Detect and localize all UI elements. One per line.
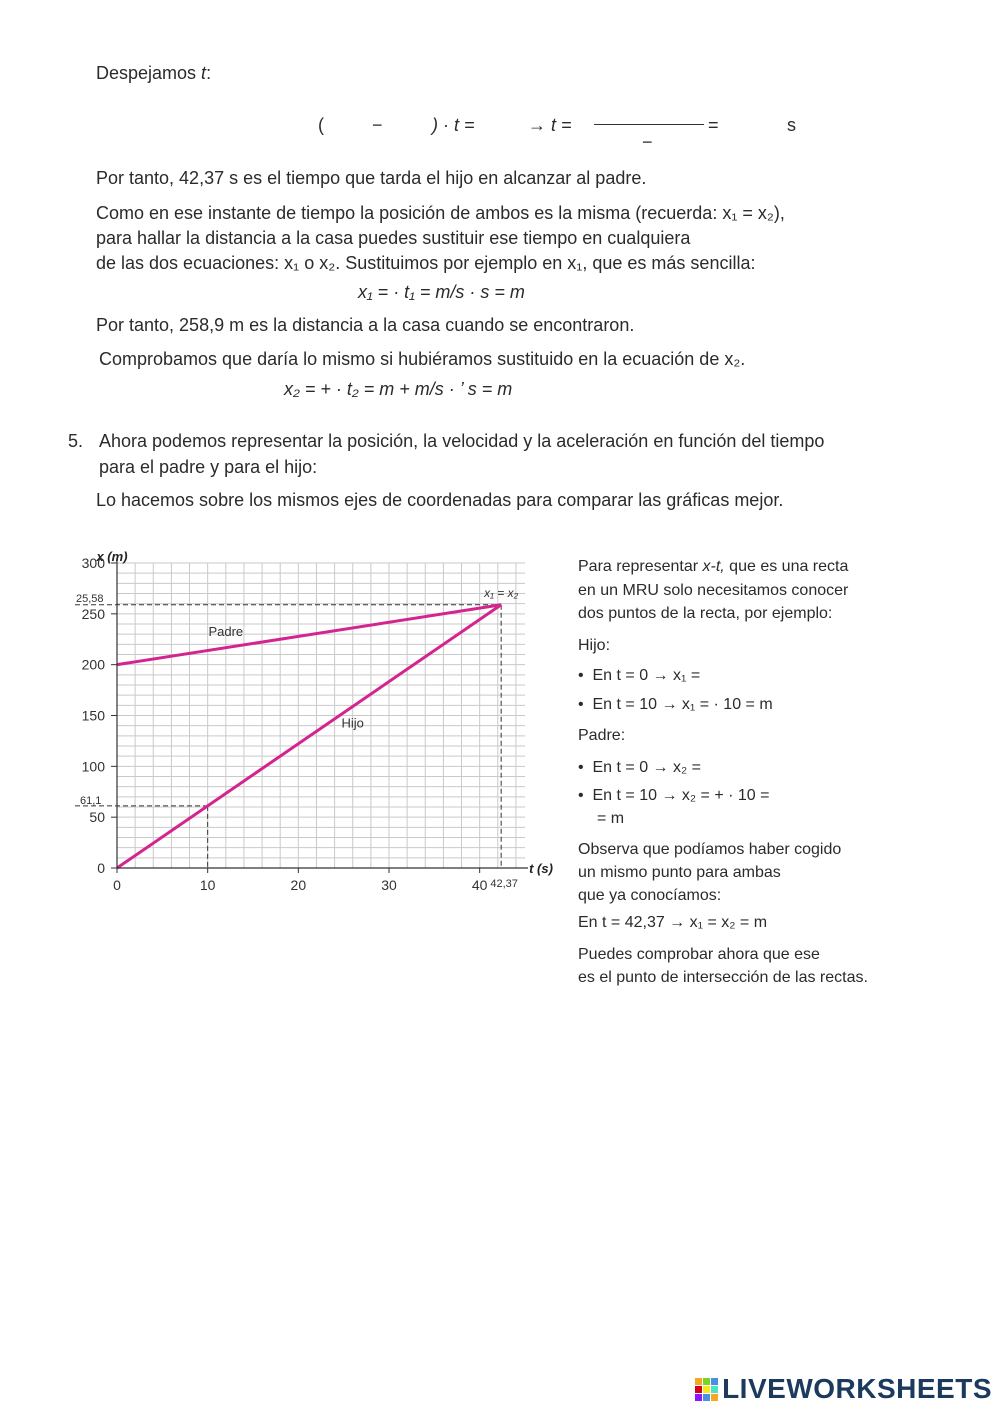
eq-x2: x₂ = + · t₂ = m + m/s · ’ s = m — [284, 379, 513, 399]
obs-eq: En t = 42,37 → x₁ = x₂ = m — [578, 914, 768, 931]
explain-p1-l3: dos puntos de la recta, por ejemplo: — [578, 605, 833, 622]
explain-p1-l1-b: que es una recta — [724, 558, 849, 575]
obs-l1: Observa que podíamos haber cogido — [578, 841, 842, 858]
hijo-bullet-2: • En t = 10 → x₁ = · 10 = m — [578, 696, 773, 713]
line-como-1: Como en ese instante de tiempo la posición de ambos es la misma (recuerda: x₁ = x₂), — [96, 203, 785, 223]
fraction-line — [594, 124, 704, 125]
y-tick-label: 200 — [81, 656, 105, 673]
line-como-3: de las dos ecuaciones: x₁ o x₂. Sustituimos por ejemplo en x₁, que es más sencilla: — [96, 253, 756, 273]
x-tick-label: 40 — [471, 877, 488, 893]
despejamos-colon: : — [206, 63, 212, 83]
section-number: 5. — [68, 431, 84, 451]
eq-open-paren: ( — [318, 115, 324, 135]
explain-p1-l1 — [578, 557, 848, 577]
eq-x1: x₁ = · t₁ = m/s · s = m — [358, 282, 525, 302]
final-l2: es el punto de intersección de las rectas. — [578, 969, 868, 986]
series-label-padre: Padre — [208, 624, 244, 640]
eq-minus: − — [372, 115, 383, 135]
liveworksheets-logo[interactable] — [695, 1373, 992, 1405]
hijo-bullet-2-text: En t = 10 → x₁ = · 10 = m — [592, 696, 773, 713]
y-axis-title: x (m) — [96, 549, 128, 564]
x-tick-label: 20 — [290, 877, 307, 893]
y-tick-label: 50 — [89, 809, 105, 826]
section-heading-1: Ahora podemos representar la posición, la velocidad y la aceleración en función del tiempo — [99, 431, 825, 451]
explain-p1-l1-it: x-t, — [702, 558, 725, 575]
intersection-label: x₁ = x₂ — [484, 585, 519, 600]
x-tick-label: 10 — [199, 877, 216, 893]
padre-label: Padre: — [578, 727, 626, 744]
despejamos-text: Despejamos — [96, 63, 202, 83]
y-tick-label: 100 — [81, 758, 105, 775]
series-label-hijo: Hijo — [341, 715, 364, 731]
x-tick-label: 30 — [381, 877, 397, 893]
padre-bullet-2-cont: = m — [597, 810, 625, 827]
y-tick-label: 0 — [97, 860, 105, 876]
chart-grid — [117, 563, 525, 868]
obs-l3: que ya conocíamos: — [578, 887, 722, 904]
padre-bullet-2-text: En t = 10 → x₂ = + · 10 = — [592, 787, 770, 804]
hijo-label: Hijo: — [578, 637, 611, 654]
eq-arrow-t: → t = — [528, 115, 572, 135]
explain-p1-l2: en un MRU solo necesitamos conocer — [578, 582, 849, 599]
eq-close-paren: ) · t = — [432, 115, 475, 135]
padre-bullet-1: • En t = 0 → x₂ = — [578, 759, 701, 776]
explain-p1-l1-a: Para representar — [578, 558, 703, 575]
eq-den-minus: − — [642, 132, 653, 152]
padre-bullet-2: • En t = 10 → x₂ = + · 10 = — [578, 787, 770, 804]
line-como-2: para hallar la distancia a la casa puedes sustituir ese tiempo en cualquiera — [96, 228, 691, 248]
line-tiempo: Por tanto, 42,37 s es el tiempo que tarda el hijo en alcanzar al padre. — [96, 168, 647, 188]
y-tick-label: 300 — [81, 555, 105, 571]
eq-unit-s: s — [787, 115, 796, 135]
intersection-y-label: 25,58 — [76, 592, 104, 605]
liveworksheets-logo-icon — [695, 1378, 718, 1401]
despejamos-var: t — [201, 63, 207, 83]
final-l1: Puedes comprobar ahora que ese — [578, 946, 820, 963]
x-axis-title: t (s) — [529, 861, 553, 876]
y-tick-label: 250 — [81, 605, 105, 622]
y-tick-label: 150 — [81, 707, 105, 724]
liveworksheets-logo-text: LIVEWORKSHEETS — [722, 1373, 992, 1404]
eq-equals: = — [708, 115, 719, 135]
section-intro: Lo hacemos sobre los mismos ejes de coordenadas para comparar las gráficas mejor. — [96, 490, 784, 510]
x-tick-label: 0 — [113, 877, 121, 893]
obs-l2: un mismo punto para ambas — [578, 864, 781, 881]
hijo-bullet-1: • En t = 0 → x₁ = — [578, 667, 701, 684]
section-heading-2: para el padre y para el hijo: — [99, 457, 318, 477]
line-comprobamos: Comprobamos que daría lo mismo si hubiéramos sustituido en la ecuación de x₂. — [99, 349, 746, 369]
padre-bullet-1-text: En t = 0 → x₂ = — [592, 759, 701, 776]
position-time-chart — [0, 540, 570, 910]
despejamos-line — [96, 62, 211, 84]
chart-labels — [76, 549, 553, 893]
line-distancia: Por tanto, 258,9 m es la distancia a la casa cuando se encontraron. — [96, 315, 635, 335]
hijo-bullet-1-text: En t = 0 → x₁ = — [592, 667, 701, 684]
ref-y-label: 61,1 — [80, 794, 102, 807]
intersection-x-label: 42,37 — [490, 878, 518, 890]
